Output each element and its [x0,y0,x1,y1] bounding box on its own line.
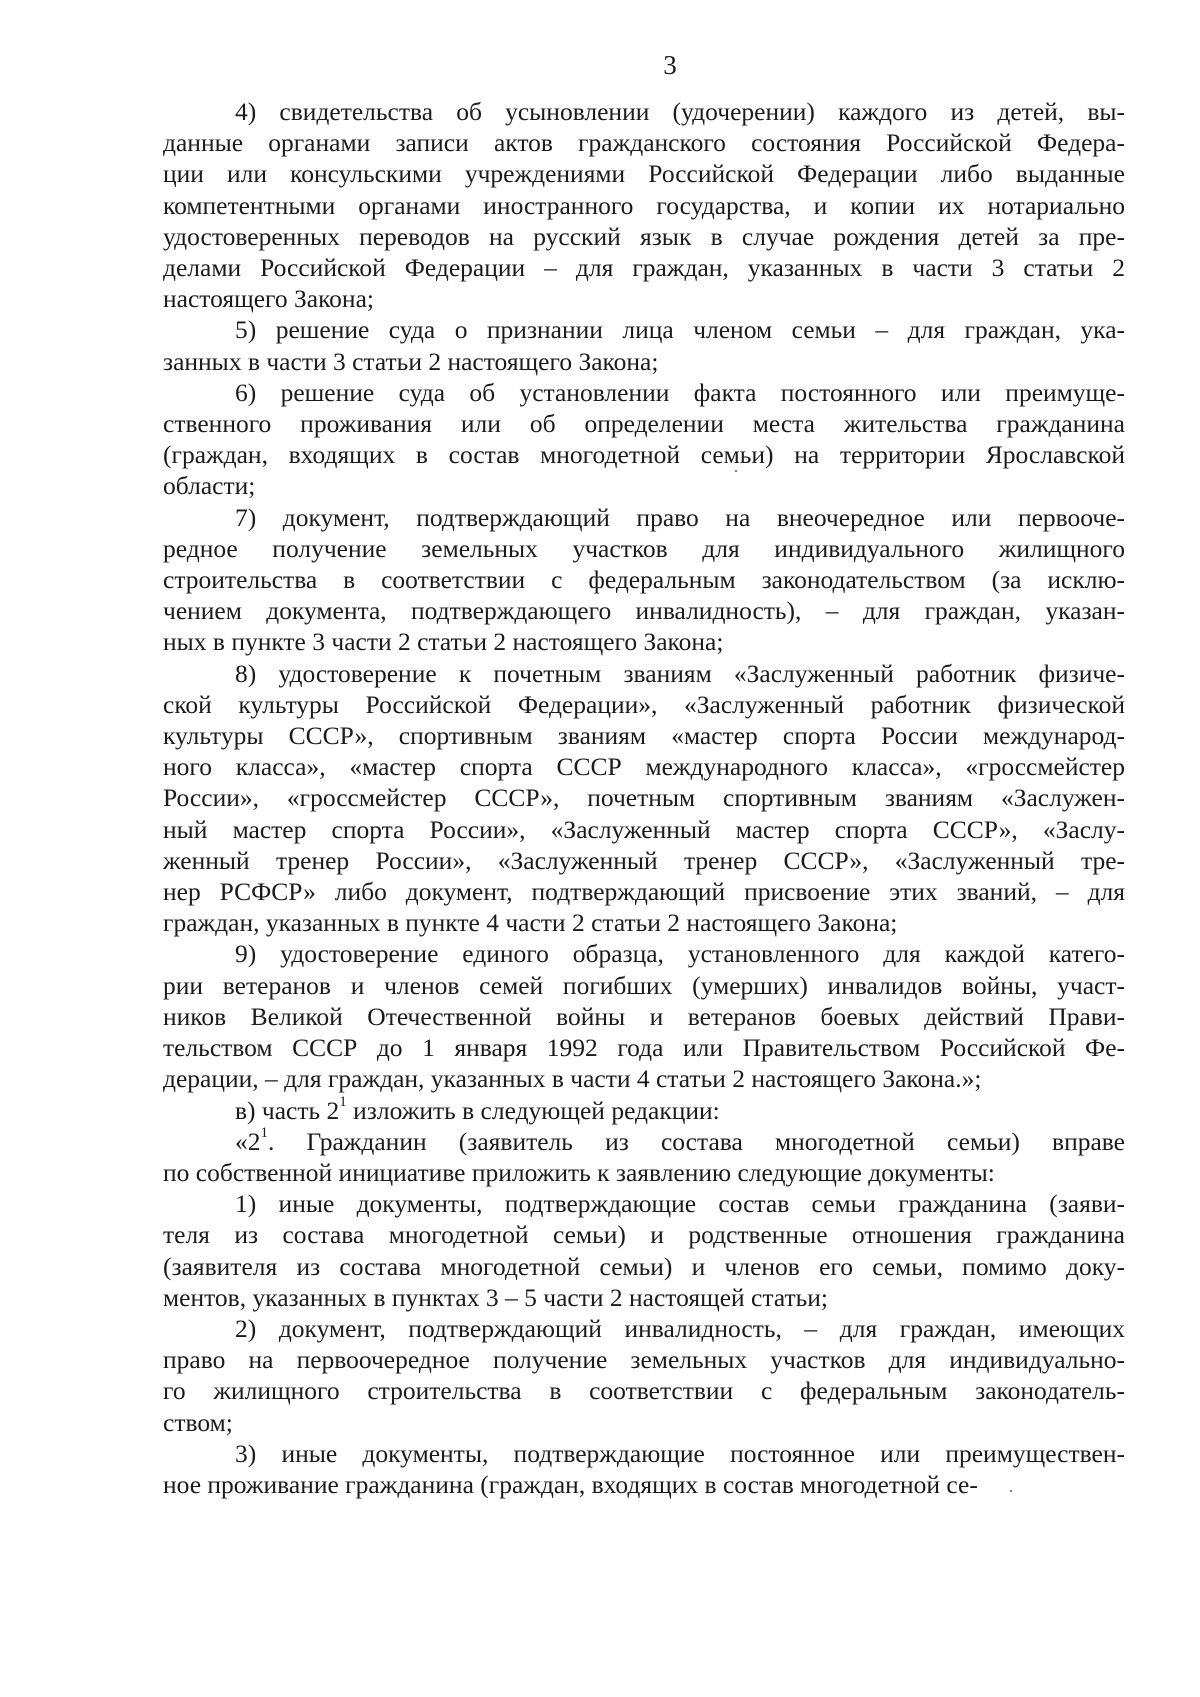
text-line: 6) решение суда об установлении факта постоянного или преимуще- [235,377,1125,407]
paragraph-item-8 [163,658,1125,939]
text-line: ментов, указанных в пунктах 3 – 5 части 2 настоящей статьи; [163,1282,828,1312]
scan-speck [1010,1490,1012,1492]
text-line: области; [163,471,256,501]
part-2-1-text-1: . Гражданин (заявитель из состава многодетной семьи) вправе [268,1126,1125,1156]
paragraph-item-5 [163,314,1125,376]
text-line: 2) документ, подтверждающий инвалидность, – для граждан, имеющих [235,1313,1125,1343]
text-line: России», «гроссмейстер СССР», почетным спортивным званиям «Заслужен- [163,783,1125,813]
text-line: ный мастер спорта России», «Заслуженный мастер спорта СССР», «Заслу- [163,814,1125,844]
text-line: культуры СССР», спортивным званиям «мастер спорта России международ- [163,721,1125,751]
paragraph-sub-3 [163,1438,1125,1500]
text-line: ственного проживания или об определении места жительства гражданина [163,409,1125,439]
page-number: 3 [663,50,677,80]
part-2-1-open-quote: «2 [235,1126,261,1156]
text-line: граждан, указанных в пункте 4 части 2 статьи 2 настоящего Закона; [163,908,898,938]
text-line: удостоверенных переводов на русский язык в случае рождения детей за пре- [163,221,1125,251]
part-2-1-paragraph [163,1126,1125,1188]
section-v-prefix: в) часть 2 [235,1095,340,1125]
text-line: (заявителя из состава многодетной семьи) и членов его семьи, помимо доку- [163,1251,1125,1281]
text-line: теля из состава многодетной семьи) и родственные отношения гражданина [163,1220,1125,1250]
text-line: го жилищного строительства в соответствии с федеральным законодатель- [163,1376,1125,1406]
text-line: право на первоочередное получение земельных участков для индивидуально- [163,1345,1125,1375]
subitems-list [163,1188,1125,1500]
text-line: 1) иные документы, подтверждающие состав семьи гражданина (заяви- [235,1189,1125,1219]
text-line: 4) свидетельства об усыновлении (удочерении) каждого из детей, вы- [235,97,1125,126]
paragraph-item-6 [163,377,1125,502]
paragraph-sub-1 [163,1188,1125,1313]
text-line: рии ветеранов и членов семей погибших (умерших) инвалидов войны, участ- [163,970,1125,1000]
text-line: ных в пункте 3 части 2 статьи 2 настоящего Закона; [163,627,724,657]
part-2-1-line-2: по собственной инициативе приложить к заявлению следующие документы: [163,1157,995,1187]
text-line: редное получение земельных участков для индивидуального жилищного [163,533,1125,563]
paragraph-item-7 [163,502,1125,658]
text-line: делами Российской Федерации – для граждан, указанных в части 3 статьи 2 [163,253,1125,283]
text-line: настоящего Закона; [163,284,374,314]
document-body [163,96,1125,1500]
list-items-4-9 [163,96,1125,1095]
text-line: дерации, – для граждан, указанных в части 4 статьи 2 настоящего Закона.»; [163,1064,982,1094]
paragraph-item-9 [163,938,1125,1094]
text-line: 9) удостоверение единого образца, установленного для каждой катего- [235,939,1125,969]
paragraph-item-4 [163,96,1125,314]
text-line: чением документа, подтверждающего инвалидность), – для граждан, указан- [163,596,1125,626]
text-line: 8) удостоверение к почетным званиям «Заслуженный работник физиче- [235,658,1125,688]
text-line: ников Великой Отечественной войны и ветеранов боевых действий Прави- [163,1001,1125,1031]
text-line: нер РСФСР» либо документ, подтверждающий присвоение этих званий, – для [163,877,1125,907]
text-line: строительства в соответствии с федеральным законодательством (за исклю- [163,565,1125,595]
text-line: ного класса», «мастер спорта СССР международного класса», «гроссмейстер [163,752,1125,782]
text-line: ции или консульскими учреждениями Российской Федерации либо выданные [163,159,1125,189]
text-line: 7) документ, подтверждающий право на внеочередное или первооче- [235,502,1125,532]
section-v-line [163,1095,1125,1126]
text-line: занных в части 3 статьи 2 настоящего Закона; [163,346,659,376]
text-line: данные органами записи актов гражданского состояния Российской Федера- [163,128,1125,158]
text-line: 5) решение суда о признании лица членом семьи – для граждан, ука- [235,315,1125,345]
section-v-suffix: изложить в следующей редакции: [346,1095,720,1125]
section-v-superscript: 1 [339,1094,347,1110]
scan-speck [735,470,737,472]
text-line: ской культуры Российской Федерации», «Заслуженный работник физической [163,689,1125,719]
section-v-paragraph [163,1095,1125,1126]
text-line: 3) иные документы, подтверждающие постоянное или преимуществен- [235,1438,1125,1468]
text-line: женный тренер России», «Заслуженный тренер СССР», «Заслуженный тре- [163,845,1125,875]
text-line: ное проживание гражданина (граждан, входящих в состав многодетной се- [163,1469,978,1499]
text-line: тельством СССР до 1 января 1992 года или Правительством Российской Фе- [163,1033,1125,1063]
text-line: ством; [163,1407,233,1437]
paragraph-sub-2 [163,1313,1125,1438]
part-2-1-line-1 [163,1126,1125,1157]
part-2-1-superscript: 1 [260,1125,268,1142]
text-line: (граждан, входящих в состав многодетной семьи) на территории Ярославской [163,440,1125,470]
text-line: компетентными органами иностранного государства, и копии их нотариально [163,190,1125,220]
